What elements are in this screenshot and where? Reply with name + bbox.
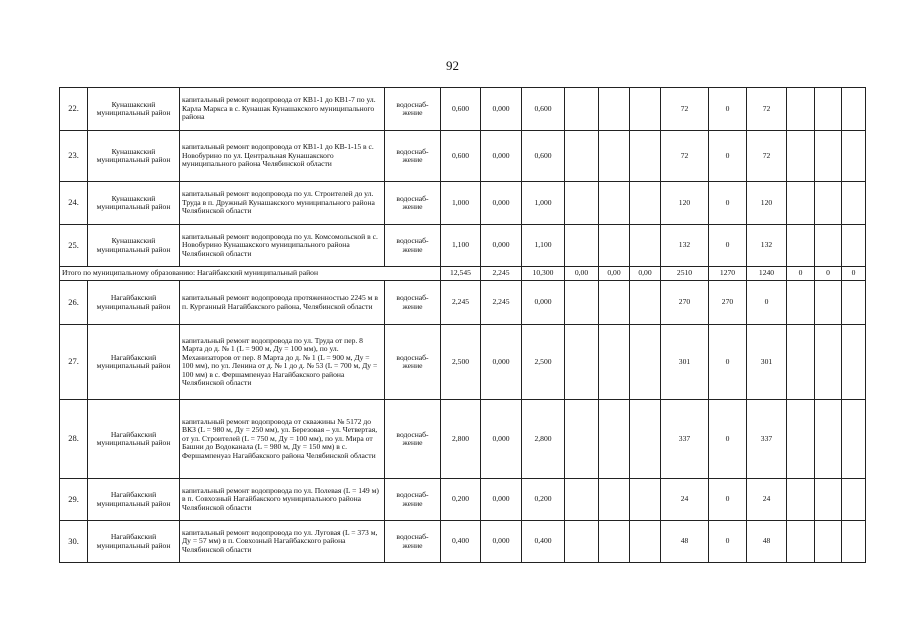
value-c12 <box>842 182 866 225</box>
total-c5: 0,00 <box>599 267 630 281</box>
value-c7: 120 <box>661 182 709 225</box>
value-c11 <box>815 131 842 182</box>
total-row <box>60 267 866 281</box>
table-row <box>60 88 866 131</box>
total-c1: 12,545 <box>441 267 481 281</box>
value-c2: 0,000 <box>481 521 522 563</box>
value-c10 <box>787 182 815 225</box>
value-c5 <box>599 131 630 182</box>
description-cell: капитальный ремонт водопровода по ул. Строителей до ул. Труда в п. Дружный Кунашакского муниципального района Челябинской области <box>180 182 385 225</box>
value-c5 <box>599 88 630 131</box>
value-c3: 0,600 <box>522 131 565 182</box>
type-cell: водоснаб-жение <box>385 131 441 182</box>
total-c10: 0 <box>787 267 815 281</box>
value-c7: 337 <box>661 400 709 479</box>
value-c6 <box>630 325 661 400</box>
district-cell: Кунашакский муниципальный район <box>88 88 180 131</box>
description-cell: капитальный ремонт водопровода от КВ1-1 до КВ-1-15 в с. Новобурино по ул. Центральная Кунашакского муниципального района Челябинской области <box>180 131 385 182</box>
value-c7: 72 <box>661 88 709 131</box>
value-c4 <box>565 400 599 479</box>
type-cell: водоснаб-жение <box>385 400 441 479</box>
value-c12 <box>842 479 866 521</box>
value-c4 <box>565 182 599 225</box>
total-c11: 0 <box>815 267 842 281</box>
value-c10 <box>787 225 815 267</box>
value-c9: 337 <box>747 400 787 479</box>
district-cell: Нагайбакский муниципальный район <box>88 400 180 479</box>
table-row <box>60 131 866 182</box>
description-cell: капитальный ремонт водопровода по ул. Труда от пер. 8 Марта до д. № 1 (L = 900 м, Ду = 100 мм), по ул. Механизаторов от пер. 8 Марта до д. № 1 (L = 900 м, Ду = 100 мм), по ул. Ленина от д. № 1 до д. № 53 (L = 700 м, Ду = 100 мм) в с. Фершампенуаз Нагайбакского района Челябинской области <box>180 325 385 400</box>
table-row <box>60 521 866 563</box>
value-c5 <box>599 479 630 521</box>
value-c4 <box>565 521 599 563</box>
value-c2: 0,000 <box>481 225 522 267</box>
value-c8: 0 <box>709 400 747 479</box>
district-cell: Нагайбакский муниципальный район <box>88 521 180 563</box>
value-c11 <box>815 479 842 521</box>
value-c6 <box>630 479 661 521</box>
description-cell: капитальный ремонт водопровода протяженностью 2245 м в п. Курганный Нагайбакского района, Челябинской области <box>180 281 385 325</box>
value-c5 <box>599 182 630 225</box>
value-c1: 2,500 <box>441 325 481 400</box>
value-c10 <box>787 325 815 400</box>
row-number: 29. <box>60 479 88 521</box>
description-cell: капитальный ремонт водопровода по ул. Полевая (L = 149 м) в п. Совхозный Нагайбакского муниципального района Челябинской области <box>180 479 385 521</box>
value-c12 <box>842 88 866 131</box>
table-row <box>60 182 866 225</box>
value-c11 <box>815 325 842 400</box>
value-c10 <box>787 521 815 563</box>
table-row <box>60 400 866 479</box>
data-table <box>59 87 866 563</box>
value-c2: 0,000 <box>481 325 522 400</box>
total-c6: 0,00 <box>630 267 661 281</box>
type-cell: водоснаб-жение <box>385 182 441 225</box>
value-c6 <box>630 131 661 182</box>
value-c3: 2,500 <box>522 325 565 400</box>
value-c5 <box>599 521 630 563</box>
description-cell: капитальный ремонт водопровода по ул. Комсомольской в с. Новобурино Кунашакского муниципального района Челябинской области <box>180 225 385 267</box>
value-c4 <box>565 131 599 182</box>
value-c2: 0,000 <box>481 479 522 521</box>
value-c7: 132 <box>661 225 709 267</box>
value-c7: 72 <box>661 131 709 182</box>
description-cell: капитальный ремонт водопровода от КВ1-1 до КВ1-7 по ул. Карла Маркса в с. Кунашак Кунашакского муниципального района <box>180 88 385 131</box>
value-c6 <box>630 225 661 267</box>
value-c10 <box>787 479 815 521</box>
value-c9: 301 <box>747 325 787 400</box>
value-c3: 1,000 <box>522 182 565 225</box>
total-c3: 10,300 <box>522 267 565 281</box>
value-c1: 2,245 <box>441 281 481 325</box>
value-c11 <box>815 182 842 225</box>
value-c2: 0,000 <box>481 88 522 131</box>
type-cell: водоснаб-жение <box>385 88 441 131</box>
district-cell: Нагайбакский муниципальный район <box>88 479 180 521</box>
value-c1: 0,200 <box>441 479 481 521</box>
value-c8: 0 <box>709 225 747 267</box>
value-c4 <box>565 325 599 400</box>
value-c5 <box>599 400 630 479</box>
value-c9: 24 <box>747 479 787 521</box>
value-c7: 24 <box>661 479 709 521</box>
district-cell: Кунашакский муниципальный район <box>88 225 180 267</box>
value-c8: 0 <box>709 131 747 182</box>
type-cell: водоснаб-жение <box>385 521 441 563</box>
total-c7: 2510 <box>661 267 709 281</box>
value-c5 <box>599 225 630 267</box>
value-c11 <box>815 88 842 131</box>
row-number: 22. <box>60 88 88 131</box>
total-c4: 0,00 <box>565 267 599 281</box>
value-c9: 120 <box>747 182 787 225</box>
value-c1: 0,400 <box>441 521 481 563</box>
value-c5 <box>599 325 630 400</box>
total-c2: 2,245 <box>481 267 522 281</box>
value-c9: 0 <box>747 281 787 325</box>
value-c7: 270 <box>661 281 709 325</box>
value-c2: 0,000 <box>481 182 522 225</box>
value-c3: 0,000 <box>522 281 565 325</box>
value-c2: 0,000 <box>481 131 522 182</box>
type-cell: водоснаб-жение <box>385 281 441 325</box>
total-c8: 1270 <box>709 267 747 281</box>
value-c7: 301 <box>661 325 709 400</box>
row-number: 27. <box>60 325 88 400</box>
value-c10 <box>787 281 815 325</box>
value-c11 <box>815 281 842 325</box>
value-c12 <box>842 225 866 267</box>
table-body-kunashak <box>60 88 866 267</box>
type-cell: водоснаб-жение <box>385 325 441 400</box>
value-c1: 0,600 <box>441 131 481 182</box>
value-c9: 132 <box>747 225 787 267</box>
value-c9: 72 <box>747 131 787 182</box>
district-cell: Кунашакский муниципальный район <box>88 182 180 225</box>
value-c8: 0 <box>709 325 747 400</box>
total-label: Итого по муниципальному образованию: Нагайбакский муниципальный район <box>60 267 441 281</box>
value-c8: 0 <box>709 88 747 131</box>
value-c10 <box>787 131 815 182</box>
type-cell: водоснаб-жение <box>385 225 441 267</box>
value-c11 <box>815 521 842 563</box>
value-c12 <box>842 400 866 479</box>
description-cell: капитальный ремонт водопровода от скважины № 5172 до ВКЗ (L = 980 м, Ду = 250 мм), ул. Березовая – ул. Четвертая, от ул. Строителей (L = 750 м, Ду = 100 мм), по ул. Мира от Башни до Водоканала (L = 980 м, Ду = 150 мм) в с. Фершампенуаз Нагайбакского района Челябинской области <box>180 400 385 479</box>
row-number: 25. <box>60 225 88 267</box>
value-c1: 0,600 <box>441 88 481 131</box>
district-cell: Кунашакский муниципальный район <box>88 131 180 182</box>
value-c12 <box>842 521 866 563</box>
value-c6 <box>630 88 661 131</box>
value-c10 <box>787 88 815 131</box>
table-row <box>60 325 866 400</box>
table-body-nagaybak <box>60 281 866 563</box>
page-number: 92 <box>446 58 459 73</box>
type-cell: водоснаб-жение <box>385 479 441 521</box>
table-body-total <box>60 267 866 281</box>
value-c7: 48 <box>661 521 709 563</box>
row-number: 26. <box>60 281 88 325</box>
district-cell: Нагайбакский муниципальный район <box>88 325 180 400</box>
value-c4 <box>565 225 599 267</box>
value-c2: 0,000 <box>481 400 522 479</box>
value-c4 <box>565 281 599 325</box>
value-c8: 0 <box>709 521 747 563</box>
value-c9: 48 <box>747 521 787 563</box>
table-row <box>60 479 866 521</box>
row-number: 28. <box>60 400 88 479</box>
value-c12 <box>842 131 866 182</box>
district-cell: Нагайбакский муниципальный район <box>88 281 180 325</box>
value-c8: 0 <box>709 479 747 521</box>
value-c10 <box>787 400 815 479</box>
value-c9: 72 <box>747 88 787 131</box>
table-row <box>60 225 866 267</box>
value-c12 <box>842 325 866 400</box>
value-c5 <box>599 281 630 325</box>
table-row <box>60 281 866 325</box>
value-c2: 2,245 <box>481 281 522 325</box>
row-number: 24. <box>60 182 88 225</box>
value-c11 <box>815 400 842 479</box>
value-c12 <box>842 281 866 325</box>
value-c4 <box>565 479 599 521</box>
value-c4 <box>565 88 599 131</box>
row-number: 30. <box>60 521 88 563</box>
value-c8: 270 <box>709 281 747 325</box>
value-c3: 2,800 <box>522 400 565 479</box>
value-c3: 0,200 <box>522 479 565 521</box>
value-c6 <box>630 521 661 563</box>
value-c1: 1,100 <box>441 225 481 267</box>
total-c12: 0 <box>842 267 866 281</box>
value-c6 <box>630 281 661 325</box>
value-c8: 0 <box>709 182 747 225</box>
value-c11 <box>815 225 842 267</box>
value-c1: 1,000 <box>441 182 481 225</box>
value-c1: 2,800 <box>441 400 481 479</box>
total-c9: 1240 <box>747 267 787 281</box>
value-c6 <box>630 400 661 479</box>
description-cell: капитальный ремонт водопровода по ул. Луговая (L = 373 м, Ду = 57 мм) в п. Совхозный Нагайбакского района Челябинской области <box>180 521 385 563</box>
value-c3: 0,600 <box>522 88 565 131</box>
value-c6 <box>630 182 661 225</box>
value-c3: 0,400 <box>522 521 565 563</box>
value-c3: 1,100 <box>522 225 565 267</box>
row-number: 23. <box>60 131 88 182</box>
